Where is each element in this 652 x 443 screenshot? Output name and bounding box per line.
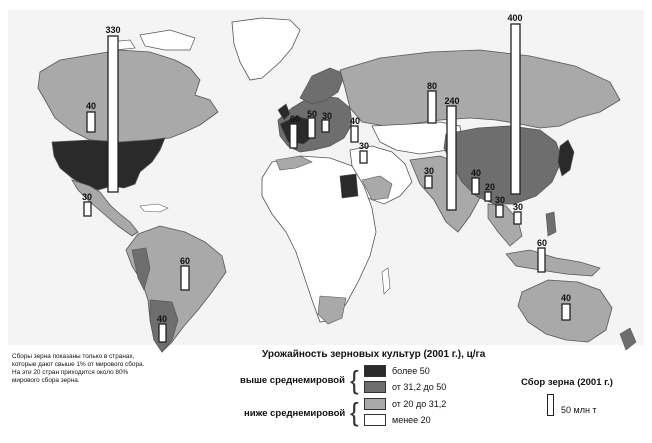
bar-legend-symbol [547,394,554,416]
harvest-label-turkey: 30 [358,141,370,151]
legend-brace-above: { [350,365,359,395]
harvest-label-iran: 30 [423,166,435,176]
legend-below-label: ниже среднемировой [244,408,346,419]
harvest-label-indonesia: 60 [536,238,548,248]
harvest-label-pakistan: 40 [470,168,482,178]
legend-title: Урожайность зерновых культур (2001 г.), ц/га [262,349,486,360]
harvest-bar-poland [322,120,329,132]
harvest-bar-iran [425,176,432,188]
harvest-bar-australia [562,304,570,320]
note-text: Сборы зерна показаны только в странах, которые дают свыше 1% от мирового сбора. На эти 20 стран приходится около 80% мирового сбора зерна. [12,353,145,384]
harvest-bar-france [290,124,297,148]
bar-legend-unit: 50 млн т [561,405,597,415]
harvest-label-germany: 50 [306,109,318,119]
philippines-shape [546,212,556,236]
bar-legend-title: Сбор зерна (2001 г.) [521,377,613,388]
harvest-bar-bangladesh [496,205,503,217]
harvest-bar-kazakhstan [447,106,456,210]
harvest-bar-usa [108,36,118,192]
harvest-label-vietnam: 30 [512,202,524,212]
legend-label-above-50: более 50 [392,366,430,376]
harvest-bar-vietnam [514,212,521,224]
harvest-bar-indonesia [538,248,545,272]
legend-label-20-31: от 20 до 31,2 [392,399,447,409]
legend-brace-below: { [350,397,359,427]
harvest-label-brazil: 60 [179,256,191,266]
harvest-label-argentina: 40 [156,314,168,324]
legend-label-31-50: от 31,2 до 50 [392,382,447,392]
harvest-label-kazakhstan: 240 [444,96,460,106]
harvest-label-india: 20 [484,182,496,192]
harvest-bar-argentina [159,324,166,342]
harvest-label-usa: 330 [105,25,121,35]
harvest-label-mexico: 30 [81,192,93,202]
harvest-bar-russia [428,91,436,123]
harvest-bar-pakistan [472,178,479,194]
harvest-label-poland: 30 [321,111,333,121]
harvest-label-bangladesh: 30 [494,195,506,205]
harvest-bar-brazil [181,266,189,290]
harvest-label-china: 400 [507,13,523,23]
harvest-bar-mexico [84,202,91,216]
harvest-bar-china [511,24,520,194]
legend-swatch-20-31 [364,398,386,410]
legend-swatch-31-50 [364,381,386,393]
harvest-label-canada: 40 [85,101,97,111]
harvest-label-australia: 40 [560,293,572,303]
harvest-bar-ukraine [351,126,358,142]
harvest-bar-germany [308,118,315,138]
harvest-label-france: 60 [289,114,301,124]
legend-above-label: выше среднемировой [240,375,345,386]
harvest-label-ukraine: 40 [349,116,361,126]
legend-swatch-above-50 [364,365,386,377]
harvest-bar-canada [87,112,95,132]
harvest-bar-turkey [360,151,367,163]
harvest-bar-india [485,192,491,201]
legend-swatch-below-20 [364,414,386,426]
legend-label-below-20: менее 20 [392,415,431,425]
harvest-label-russia: 80 [426,81,438,91]
egypt-shape [340,174,358,198]
